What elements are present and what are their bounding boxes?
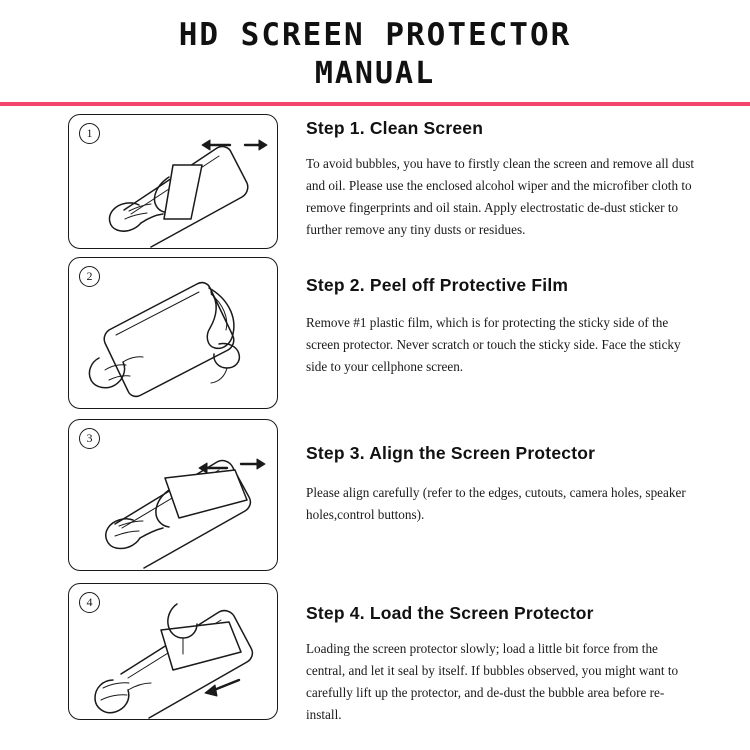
step-3-illustration <box>68 419 278 571</box>
step-4-illustration <box>68 583 278 720</box>
document-header <box>0 0 750 106</box>
step-1-illustration <box>68 114 278 249</box>
step-2-number-badge: 2 <box>79 266 100 287</box>
align-protector-icon <box>69 420 277 570</box>
step-4-heading: Step 4. Load the Screen Protector <box>306 603 594 624</box>
step-4-body: Loading the screen protector slowly; load a little bit force from the central, and let it seal by itself. If bubbles observed, you might want to carefully lift up the protector, and de-dust the bubble area before re-install. <box>306 641 679 722</box>
step-3-heading: Step 3. Align the Screen Protector <box>306 443 596 464</box>
step-1-text <box>306 114 696 240</box>
cleaning-screen-icon <box>69 115 277 248</box>
step-1-heading: Step 1. Clean Screen <box>306 118 484 139</box>
step-item <box>0 419 750 571</box>
step-2-body: Remove #1 plastic film, which is for protecting the sticky side of the screen protector. Never scratch or touch the sticky side. Face the sticky side to your cellphone screen. <box>306 315 681 374</box>
step-3-number-badge: 3 <box>79 428 100 449</box>
step-3-body: Please align carefully (refer to the edges, cutouts, camera holes, speaker holes,control buttons). <box>306 485 686 523</box>
steps-list <box>0 114 750 725</box>
step-item <box>0 114 750 249</box>
step-4-number-badge: 4 <box>79 592 100 613</box>
peel-film-icon <box>69 258 277 408</box>
header-divider <box>0 102 750 106</box>
document-title-line-2: MANUAL <box>314 55 436 91</box>
step-3-text <box>306 419 696 526</box>
step-item <box>0 257 750 409</box>
step-1-number-badge: 1 <box>79 123 100 144</box>
document-title-line-1: HD SCREEN PROTECTOR <box>178 17 572 53</box>
load-protector-icon <box>69 584 277 719</box>
step-2-text <box>306 257 696 377</box>
step-1-body: To avoid bubbles, you have to firstly clean the screen and remove all dust and oil. Please use the enclosed alcohol wiper and the microfiber cloth to remove fingerprints and oil stain. Apply electrostatic de-dust sticker to further remove any tiny dusts or residues. <box>306 156 694 237</box>
step-2-heading: Step 2. Peel off Protective Film <box>306 275 569 296</box>
step-2-illustration <box>68 257 278 409</box>
step-4-text <box>306 583 696 725</box>
step-item <box>0 583 750 725</box>
